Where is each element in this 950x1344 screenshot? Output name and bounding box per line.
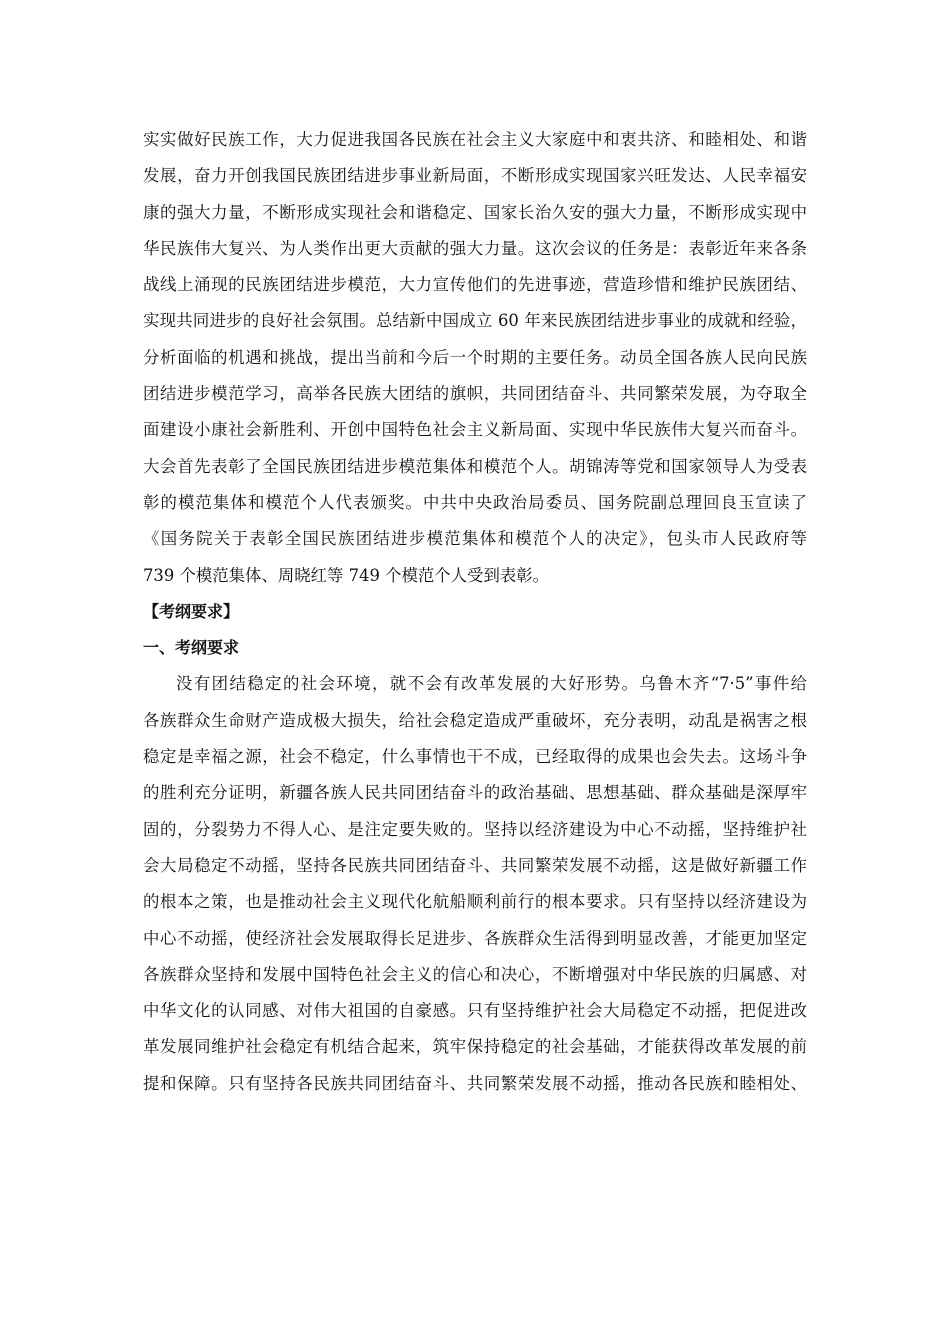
- text-line: 会大局稳定不动摇，坚持各民族共同团结奋斗、共同繁荣发展不动摇，这是做好新疆工作: [143, 855, 807, 875]
- paragraph-requirements: [143, 666, 807, 1102]
- text-line: 中心不动摇，使经济社会发展取得长足进步、各族群众生活得到明显改善，才能更加坚定: [143, 928, 807, 948]
- text-line: 739 个模范集体、周晓红等 749 个模范个人受到表彰。: [143, 565, 550, 585]
- text-line: 《国务院关于表彰全国民族团结进步模范集体和模范个人的决定》，包头市人民政府等: [143, 529, 807, 549]
- text-line: 的胜利充分证明，新疆各族人民共同团结奋斗的政治基础、思想基础、群众基础是深厚牢: [143, 783, 807, 803]
- text-line: 实现共同进步的良好社会氛围。总结新中国成立 60 年来民族团结进步事业的成就和经验，: [143, 311, 807, 331]
- text-line: 团结进步模范学习，高举各民族大团结的旗帜，共同团结奋斗、共同繁荣发展，为夺取全: [143, 384, 807, 404]
- text-line: 面建设小康社会新胜利、开创中国特色社会主义新局面、实现中华民族伟大复兴而奋斗。: [143, 420, 807, 440]
- text-line: 提和保障。只有坚持各民族共同团结奋斗、共同繁荣发展不动摇，推动各民族和睦相处、: [143, 1073, 807, 1093]
- text-line: 的根本之策，也是推动社会主义现代化航船顺利前行的根本要求。只有坚持以经济建设为: [143, 892, 807, 912]
- text-line: 各族群众生命财产造成极大损失，给社会稳定造成严重破坏，充分表明，动乱是祸害之根: [143, 710, 807, 730]
- sub-heading: 一、考纲要求: [143, 638, 240, 658]
- text-line: 革发展同维护社会稳定有机结合起来，筑牢保持稳定的社会基础，才能获得改革发展的前: [143, 1037, 807, 1057]
- text-line: 各族群众坚持和发展中国特色社会主义的信心和决心，不断增强对中华民族的归属感、对: [143, 964, 807, 984]
- text-line: 彰的模范集体和模范个人代表颁奖。中共中央政治局委员、国务院副总理回良玉宣读了: [143, 492, 807, 512]
- text-line: 中华文化的认同感、对伟大祖国的自豪感。只有坚持维护社会大局稳定不动摇，把促进改: [143, 1001, 807, 1021]
- text-line: 没有团结稳定的社会环境，就不会有改革发展的大好形势。乌鲁木齐“7·5”事件给: [176, 674, 807, 694]
- paragraph-continued: [143, 122, 807, 594]
- text-line: 发展，奋力开创我国民族团结进步事业新局面，不断形成实现国家兴旺发达、人民幸福安: [143, 166, 807, 186]
- text-line: 实实做好民族工作，大力促进我国各民族在社会主义大家庭中和衷共济、和睦相处、和谐: [143, 130, 807, 149]
- text-line: 康的强大力量，不断形成实现社会和谐稳定、国家长治久安的强大力量，不断形成实现中: [143, 202, 807, 222]
- text-line: 华民族伟大复兴、为人类作出更大贡献的强大力量。这次会议的任务是：表彰近年来各条: [143, 238, 807, 258]
- text-line: 固的，分裂势力不得人心、是注定要失败的。坚持以经济建设为中心不动摇，坚持维护社: [143, 819, 807, 839]
- text-line: 大会首先表彰了全国民族团结进步模范集体和模范个人。胡锦涛等党和国家领导人为受表: [143, 456, 807, 476]
- text-line: 战线上涌现的民族团结进步模范，大力宣传他们的先进事迹，营造珍惜和维护民族团结、: [143, 275, 807, 295]
- text-line: 稳定是幸福之源，社会不稳定，什么事情也干不成，已经取得的成果也会失去。这场斗争: [143, 747, 807, 767]
- text-line: 分析面临的机遇和挑战，提出当前和今后一个时期的主要任务。动员全国各族人民向民族: [143, 347, 807, 367]
- section-heading: 【考纲要求】: [143, 601, 240, 621]
- document-body: [143, 122, 807, 1102]
